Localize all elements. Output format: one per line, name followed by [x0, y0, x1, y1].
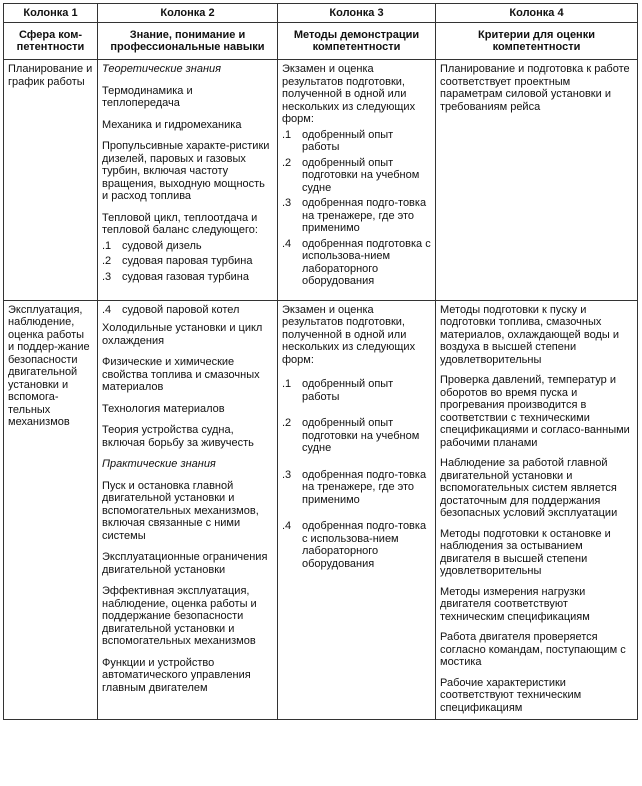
methods-intro: Экзамен и оценка результатов подготовки, полученной в одной или нескольких из следующих форм:	[282, 63, 416, 125]
list-text: одобренная подго-товка с использова-нием лабораторного оборудования	[302, 520, 427, 570]
criteria-item: Работа двигателя проверяется согласно командам, поступающим с мостика	[440, 631, 626, 668]
header-competence: Сфера ком-петентности	[4, 23, 98, 60]
knowledge-item: Физические и химические свойства топлива и смазочных материалов	[102, 356, 260, 393]
header-knowledge: Знание, понимание и профессиональные навыки	[98, 23, 278, 60]
list-item	[102, 271, 273, 284]
practice-label: Практические знания	[102, 458, 216, 470]
list-item	[282, 378, 431, 403]
header-criteria: Критерии для оценки компетентности	[436, 23, 638, 60]
list-text: одобренный опыт подготовки на учебном судне	[302, 156, 420, 194]
row2-methods	[278, 300, 436, 720]
list-item	[282, 469, 431, 507]
list-number: .2	[282, 156, 292, 169]
knowledge-item: Технология материалов	[102, 402, 225, 415]
list-item	[282, 238, 431, 288]
knowledge-item: Эксплуатационные ограничения двигательной установки	[102, 551, 268, 576]
row1-criteria	[436, 60, 638, 301]
list-number: .4	[282, 520, 292, 532]
list-text: одобренный опыт работы	[302, 378, 394, 403]
column-number-4: Колонка 4	[436, 4, 638, 23]
list-item	[282, 129, 431, 154]
knowledge-item: Пропульсивные характе-ристики дизелей, паровых и газовых турбин, включая частоту вращения, выходную мощность и расход топлива	[102, 140, 270, 202]
list-text: судовая паровая турбина	[122, 255, 253, 267]
column-number-3: Колонка 3	[278, 4, 436, 23]
knowledge-item: Термодинамика и теплопередача	[102, 84, 193, 109]
cycle-list-continued	[102, 304, 273, 317]
row1-methods	[278, 60, 436, 301]
row2-knowledge	[98, 300, 278, 720]
row2-criteria	[436, 300, 638, 720]
criteria-item: Планирование и подготовка к работе соответствует проектным параметрам силовой установки и требованиям рейса	[440, 63, 630, 113]
list-number: .2	[282, 417, 292, 429]
methods-list	[282, 378, 431, 570]
methods-intro: Экзамен и оценка результатов подготовки, полученной в одной или нескольких из следующих форм:	[282, 303, 416, 366]
list-item	[282, 157, 431, 195]
list-number: .1	[282, 128, 292, 141]
list-number: .1	[282, 378, 292, 390]
list-text: одобренный опыт работы	[302, 128, 394, 153]
row1-competence	[4, 60, 98, 301]
knowledge-item: Функции и устройство автоматического управления главным двигателем	[102, 656, 251, 694]
knowledge-item: Эффективная эксплуатация, наблюдение, оценка работы и поддержание безопасности двигательной установки и вспомогательных механизмов	[102, 585, 257, 647]
criteria-item: Методы подготовки к остановке и наблюдения за остыванием двигателя в высшей степени удовлетворительны	[440, 527, 611, 577]
theory-label: Теоретические знания	[102, 63, 221, 75]
list-text: одобренный опыт подготовки на учебном судне	[302, 417, 420, 454]
list-number: .4	[102, 303, 112, 316]
list-number: .2	[102, 255, 112, 267]
list-item	[102, 240, 273, 253]
list-text: одобренная подго-товка на тренажере, где это применимо	[302, 197, 427, 234]
list-number: .3	[282, 468, 292, 481]
list-text: судовой дизель	[122, 239, 202, 252]
row1-knowledge	[98, 60, 278, 301]
knowledge-item: Теория устройства судна, включая борьбу за живучесть	[102, 424, 254, 449]
criteria-item: Наблюдение за работой главной двигательной установки и вспомогательных систем является достаточным для поддержания безопасных условий эксплуатации	[440, 457, 618, 519]
criteria-item: Проверка давлений, температур и оборотов во время пуска и прогревания производится в соответствии с техническими спецификациями и согласо-ванными рабочими планами	[440, 374, 630, 449]
list-number: .4	[282, 237, 292, 250]
row2-competence	[4, 300, 98, 720]
header-methods: Методы демонстрации компетентности	[278, 23, 436, 60]
knowledge-item: Холодильные установки и цикл охлаждения	[102, 322, 263, 347]
list-item	[282, 520, 431, 570]
column-number-row	[4, 4, 638, 23]
knowledge-item: Механика и гидромеханика	[102, 118, 242, 131]
header-row	[4, 23, 638, 60]
competence-text: Планирование и график работы	[8, 63, 93, 88]
competence-text: Эксплуатация, наблюдение, оценка работы и поддер-жание безопасности двигательной установки и вспомога-тельных механизмов	[8, 303, 90, 428]
list-text: судовая газовая турбина	[122, 270, 249, 283]
criteria-item: Методы подготовки к пуску и подготовки топлива, смазочных материалов, охлаждающей воды и воздуха в высшей степени удовлетворительны	[440, 303, 620, 366]
list-text: одобренная подготовка с использова-нием лабораторного оборудования	[302, 237, 431, 287]
column-number-1: Колонка 1	[4, 4, 98, 23]
knowledge-item: Тепловой цикл, теплоотдача и тепловой баланс следующего:	[102, 211, 258, 236]
table-row	[4, 300, 638, 720]
list-number: .3	[102, 270, 112, 283]
list-item	[102, 255, 273, 268]
list-item	[282, 197, 431, 235]
list-text: одобренная подго-товка на тренажере, где это применимо	[302, 468, 427, 506]
list-number: .3	[282, 197, 292, 209]
column-number-2: Колонка 2	[98, 4, 278, 23]
list-item	[102, 304, 273, 317]
list-number: .1	[102, 239, 112, 252]
criteria-item: Методы измерения нагрузки двигателя соответствуют техническим спецификациям	[440, 585, 590, 623]
competence-table	[3, 3, 638, 720]
cycle-list	[102, 240, 273, 284]
table-row	[4, 60, 638, 301]
knowledge-item: Пуск и остановка главной двигательной установки и вспомогательных механизмов, включая связанные с ними системы	[102, 479, 259, 542]
list-text: судовой паровой котел	[122, 303, 240, 316]
criteria-item: Рабочие характеристики соответствуют техническим спецификациям	[440, 676, 582, 714]
methods-list	[282, 129, 431, 288]
list-item	[282, 417, 431, 455]
